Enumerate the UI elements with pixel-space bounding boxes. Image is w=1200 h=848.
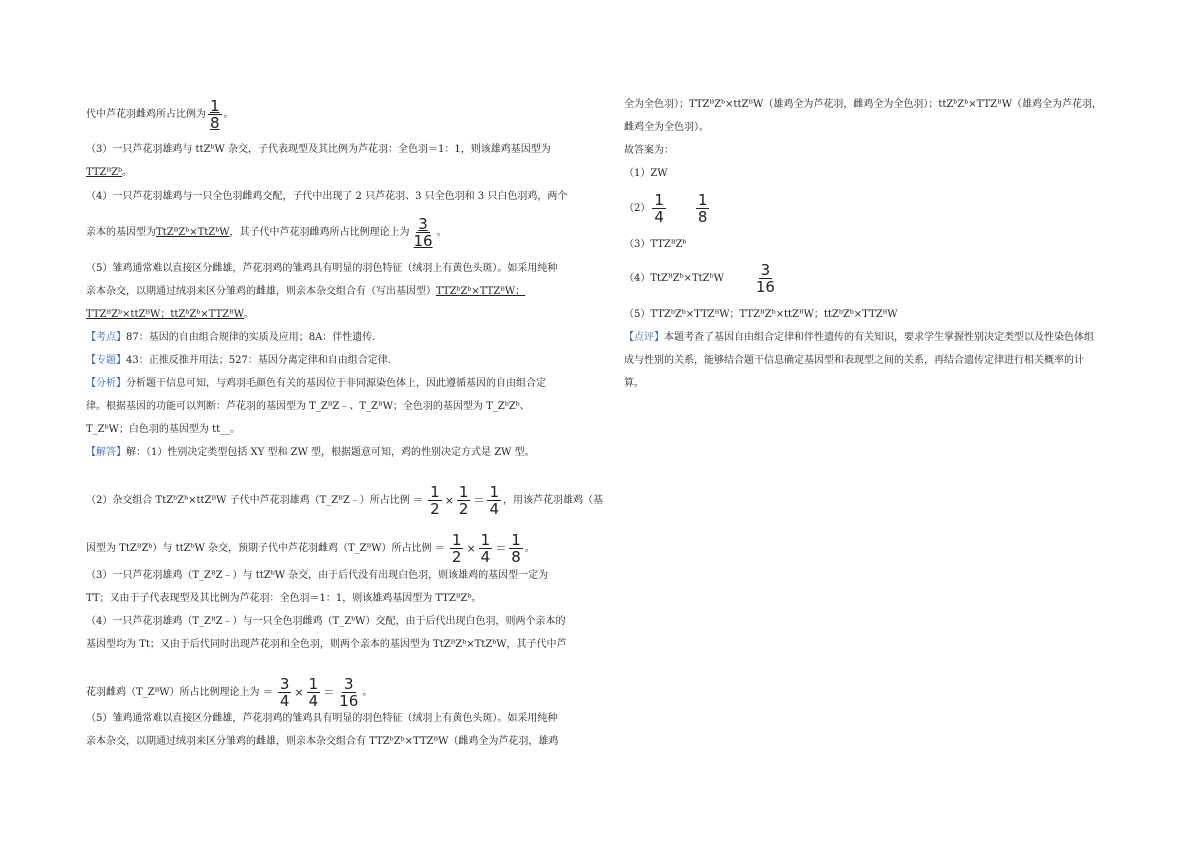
- fraction: [652, 192, 666, 225]
- fenxi-text: 分析题干信息可知，与鸡羽毛颜色有关的基因位于非同源染色体上，因此遵循基因的自由组合定: [126, 378, 546, 389]
- jieda-4: （4）一只芦花羽雄鸡（T_ZᴮZ﹣）与一只全色羽雌鸡（T_ZᵇW）交配，由于后代出现白色羽，则两个亲本的: [86, 616, 566, 627]
- answer-heading: 故答案为：: [624, 145, 674, 156]
- equals-sign: ＝: [323, 685, 335, 699]
- text: 因型为 TtZᴮZᵇ）与 ttZᵇW 杂交，预期子代中芦花羽雌鸡（T_ZᴮW）所占比例 ＝: [86, 543, 445, 554]
- text: 亲本的基因型为: [86, 227, 156, 238]
- text: 。: [122, 167, 133, 178]
- text: （4）TtZᴮZᵇ×TtZᵇW: [624, 273, 724, 284]
- kaodian-tag: 【考点】: [86, 332, 126, 343]
- denominator: 16: [339, 692, 359, 710]
- equals-sign: ＝: [473, 493, 485, 507]
- denominator: 4: [489, 500, 499, 518]
- fraction: [428, 484, 442, 517]
- jieda: [86, 446, 535, 460]
- fraction-answer: [208, 98, 222, 131]
- answer-2: [624, 192, 711, 225]
- question-5-line3: [86, 308, 254, 322]
- fraction: [278, 676, 292, 709]
- numerator: 1: [489, 483, 499, 501]
- numerator: 3: [279, 675, 290, 693]
- answer-blank: TTZᴮZᵇ: [86, 167, 123, 178]
- jieda-text: 解：（1）性别决定类型包括 XY 型和 ZW 型，根据题意可知，鸡的性别决定方式是 ZW 型。: [126, 447, 535, 458]
- kaodian-text: 87：基因的自由组合规律的实质及应用；8A：伴性遗传.: [126, 332, 376, 343]
- question-5-line2: [86, 285, 525, 299]
- answer-blank: TTZᵇZᵇ×TTZᴮW；: [436, 286, 526, 297]
- jieda-3: （3）一只芦花羽雄鸡（T_ZᴮZ﹣）与 ttZᵇW 杂交，由于后代没有出现白色羽，则该雄鸡的基因型一定为: [86, 570, 549, 581]
- text: 。: [362, 687, 373, 698]
- fenxi-line2: 律。根据基因的功能可以判断：芦花羽的基因型为 T_ZᴮZ﹣、T_ZᴮW；全色羽的基因型为 T_ZᵇZᵇ、: [86, 401, 530, 412]
- fenxi-tag: 【分析】: [86, 378, 126, 389]
- answer-blank: TTZᴮZᵇ×ttZᴮW；ttZᵇZᵇ×TTZᴮW: [86, 309, 245, 320]
- text: 。: [524, 543, 535, 554]
- equals-sign: ＝: [495, 541, 507, 555]
- dianping-tag: 【点评】: [624, 332, 664, 343]
- dianping: [624, 331, 1094, 345]
- dianping-line2: 成与性别的关系，能够结合题干信息确定基因型和表现型之间的关系，再结合遗传定律进行相关概率的计: [624, 355, 1084, 366]
- numerator: 1: [451, 531, 462, 549]
- times-sign: ×: [466, 541, 476, 555]
- right-line2: 雌鸡全为全色羽）。: [624, 122, 709, 133]
- line-l1: [86, 98, 234, 131]
- fraction: [337, 676, 360, 709]
- text: ，其子代中芦花羽雌鸡所占比例理论上为: [229, 227, 410, 238]
- jieda-4-line2: 基因型均为 Tt；又由于后代同时出现芦花羽和全色羽，则两个亲本的基因型为 TtZᴮZᵇ×TtZᵇW，其子代中芦: [86, 639, 567, 650]
- answer-4: [624, 262, 779, 295]
- denominator: 8: [210, 114, 220, 132]
- zhuanti-text: 43：正推反推并用法；527：基因分离定律和自由组合定律.: [126, 355, 391, 366]
- kaodian: [86, 331, 376, 345]
- fraction: [509, 532, 523, 565]
- denominator: 4: [308, 692, 319, 710]
- question-5: （5）雏鸡通常难以直接区分雌雄，芦花羽鸡的雏鸡具有明显的羽色特征（绒羽上有黄色头斑）。如采用纯种: [86, 263, 558, 274]
- numerator: 1: [458, 483, 469, 501]
- jieda-5: （5）雏鸡通常难以直接区分雌雄，芦花羽鸡的雏鸡具有明显的羽色特征（绒羽上有黄色头斑）。如采用纯种: [86, 713, 558, 724]
- answer-blank: TtZᴮZᵇ×TtZᵇW: [156, 227, 230, 238]
- numerator: 3: [418, 215, 428, 233]
- fraction: [487, 484, 501, 517]
- zhuanti: [86, 354, 391, 368]
- fraction: [457, 484, 471, 517]
- right-line1: 全为全色羽）；TTZᴮZᵇ×ttZᴮW（雄鸡全为芦花羽，雌鸡全为全色羽）；ttZᵇZᵇ×TTZᴮW（雄鸡全为芦花羽，: [624, 99, 1103, 110]
- text: 亲本杂交，以期通过绒羽来区分雏鸡的雌雄，则亲本杂交组合有（写出基因型）: [86, 286, 436, 297]
- text: 花羽雌鸡（T_ZᴮW）所占比例理论上为 ＝: [86, 687, 273, 698]
- times-sign: ×: [294, 685, 304, 699]
- fraction: [307, 676, 321, 709]
- fraction: [479, 532, 493, 565]
- zhuanti-tag: 【专题】: [86, 355, 126, 366]
- fenxi: [86, 377, 546, 391]
- numerator: 1: [480, 531, 491, 549]
- question-3-answer: [86, 166, 132, 180]
- numerator: 1: [654, 191, 664, 209]
- text: （2）杂交组合 TtZᵇZᵇ×ttZᴮW 子代中芦花羽雄鸡（T_ZᴮZ﹣）所占比例 ＝: [86, 495, 423, 506]
- answer-3: （3）TTZᴮZᵇ: [624, 239, 687, 250]
- question-3: （3）一只芦花羽雄鸡与 ttZᵇW 杂交，子代表现型及其比例为芦花羽：全色羽＝1：1，则该雄鸡基因型为: [86, 144, 551, 155]
- fenxi-line3: T_ZᵇW；白色羽的基因型为 tt__。: [86, 424, 241, 435]
- numerator: 1: [430, 483, 440, 501]
- text: 。: [244, 309, 255, 320]
- denominator: 2: [451, 548, 462, 566]
- denominator: 4: [480, 548, 491, 566]
- numerator: 1: [697, 191, 708, 209]
- jieda-2-line2: [86, 532, 535, 565]
- denominator: 4: [279, 692, 290, 710]
- fraction: [754, 262, 777, 295]
- denominator: 8: [511, 548, 521, 566]
- denominator: 4: [654, 208, 664, 226]
- denominator: 2: [430, 500, 440, 518]
- denominator: 2: [458, 500, 469, 518]
- jieda-3-line2: TT；又由于子代表现型及其比例为芦花羽：全色羽＝1：1，则该雄鸡基因型为 TTZᴮZᵇ。: [86, 593, 482, 604]
- fraction: [696, 192, 710, 225]
- jieda-2: [86, 484, 603, 517]
- denominator: 8: [697, 208, 708, 226]
- dianping-text: 本题考查了基因自由组合定律和伴性遗传的有关知识，要求学生掌握性别决定类型以及性染色体组: [664, 332, 1094, 343]
- numerator: 1: [210, 97, 220, 115]
- dianping-line3: 算。: [624, 378, 644, 389]
- denominator: 16: [755, 278, 775, 296]
- text: （2）: [624, 203, 651, 214]
- denominator: 16: [413, 232, 433, 250]
- question-4-answer: [86, 216, 447, 249]
- jieda-4-line3: [86, 676, 372, 709]
- text: 代中芦花羽雌鸡所占比例为: [86, 109, 206, 120]
- numerator: 3: [760, 261, 771, 279]
- numerator: 1: [308, 675, 319, 693]
- question-4: （4）一只芦花羽雄鸡与一只全色羽雌鸡交配，子代中出现了 2 只芦花羽、3 只全色羽和 3 只白色羽鸡，两个: [86, 191, 568, 202]
- jieda-5-line2: 亲本杂交，以期通过绒羽来区分雏鸡的雌雄，则亲本杂交组合有 TTZᵇZᵇ×TTZᴮW（雌鸡全为芦花羽，雄鸡: [86, 736, 559, 747]
- fraction-answer: [412, 216, 435, 249]
- answer-5: （5）TTZᵇZᵇ×TTZᴮW；TTZᴮZᵇ×ttZᴮW；ttZᵇZᵇ×TTZᴮW: [624, 309, 898, 320]
- numerator: 1: [511, 531, 521, 549]
- times-sign: ×: [444, 493, 454, 507]
- numerator: 3: [343, 675, 354, 693]
- jieda-tag: 【解答】: [86, 447, 126, 458]
- text: ，用该芦花羽雄鸡（基: [503, 495, 603, 506]
- answer-1: （1）ZW: [624, 168, 668, 179]
- text: 。: [436, 227, 447, 238]
- fraction: [450, 532, 464, 565]
- text: 。: [223, 109, 234, 120]
